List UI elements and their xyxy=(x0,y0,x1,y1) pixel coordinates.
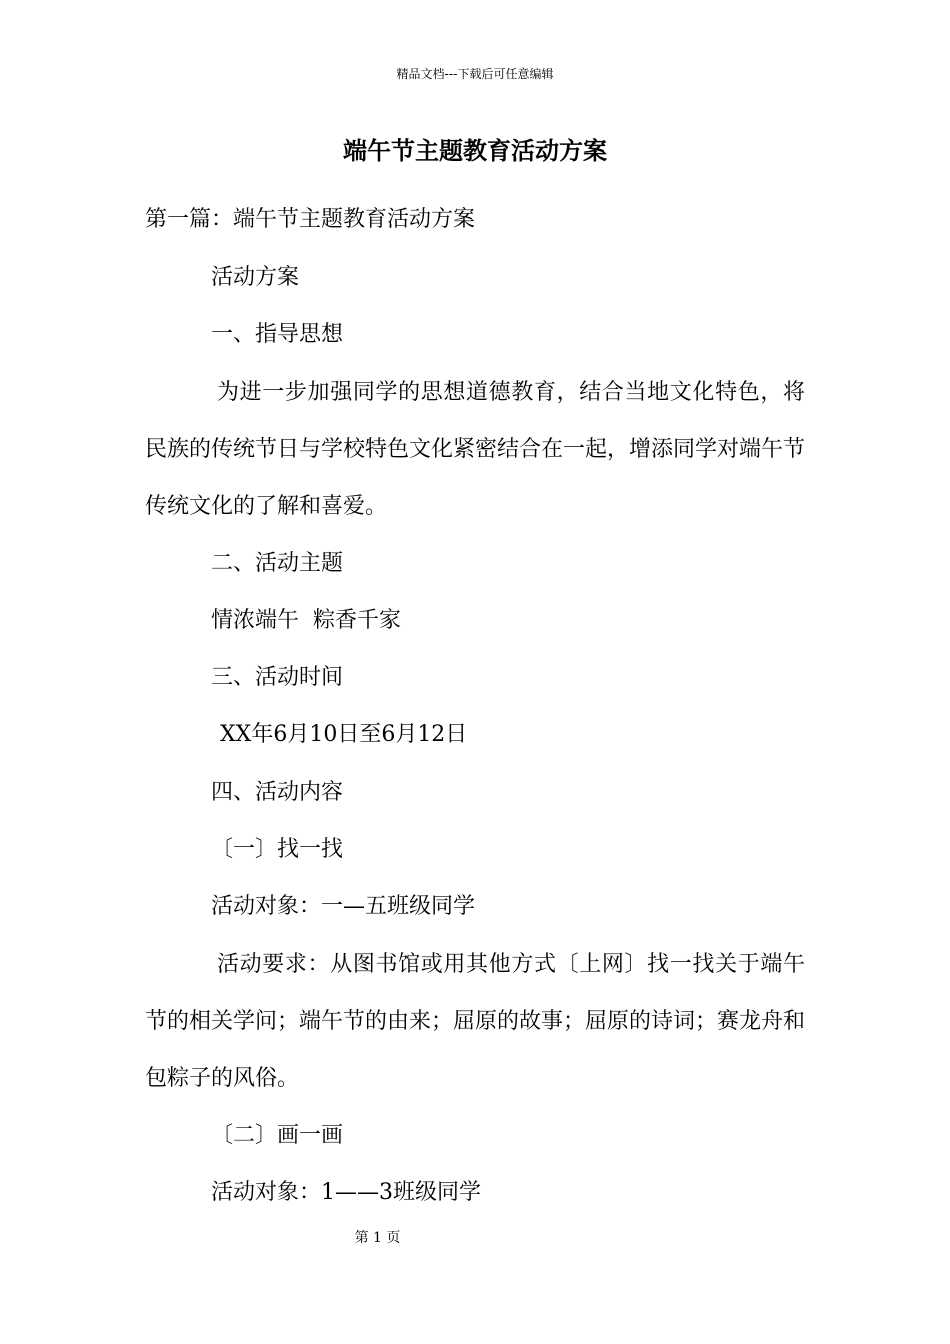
page-number: 第 1 页 xyxy=(354,1230,401,1246)
section-heading-content: 四、活动内容 xyxy=(211,780,344,805)
item-heading-draw: 〔二〕画一画 xyxy=(211,1123,344,1148)
item-target-find: 活动对象：一—五班级同学 xyxy=(211,894,476,919)
document-title: 端午节主题教育活动方案 xyxy=(343,136,607,165)
page-header: 精品文档---下载后可任意编辑 xyxy=(396,67,554,81)
section-heading-theme: 二、活动主题 xyxy=(211,551,344,576)
plan-label: 活动方案 xyxy=(211,265,300,290)
section-heading-time: 三、活动时间 xyxy=(211,665,344,690)
item-heading-find: 〔一〕找一找 xyxy=(211,837,344,862)
item-requirement-find: 活动要求：从图书馆或用其他方式〔上网〕找一找关于端午节的相关学问；端午节的由来；屈原的故事；屈原的诗词；赛龙舟和包粽子的风俗。 xyxy=(145,952,806,1091)
document-subtitle: 第一篇：端午节主题教育活动方案 xyxy=(145,207,476,232)
theme-text: 情浓端午 粽香千家 xyxy=(211,608,401,633)
section-heading-guiding-ideology: 一、指导思想 xyxy=(211,322,344,347)
section-body-guiding-ideology: 为进一步加强同学的思想道德教育，结合当地文化特色，将民族的传统节日与学校特色文化紧密结合在一起，增添同学对端午节传统文化的了解和喜爱。 xyxy=(145,380,806,519)
time-text: XX年6月10日至6月12日 xyxy=(220,722,468,747)
item-target-draw: 活动对象：1——3班级同学 xyxy=(211,1180,481,1205)
